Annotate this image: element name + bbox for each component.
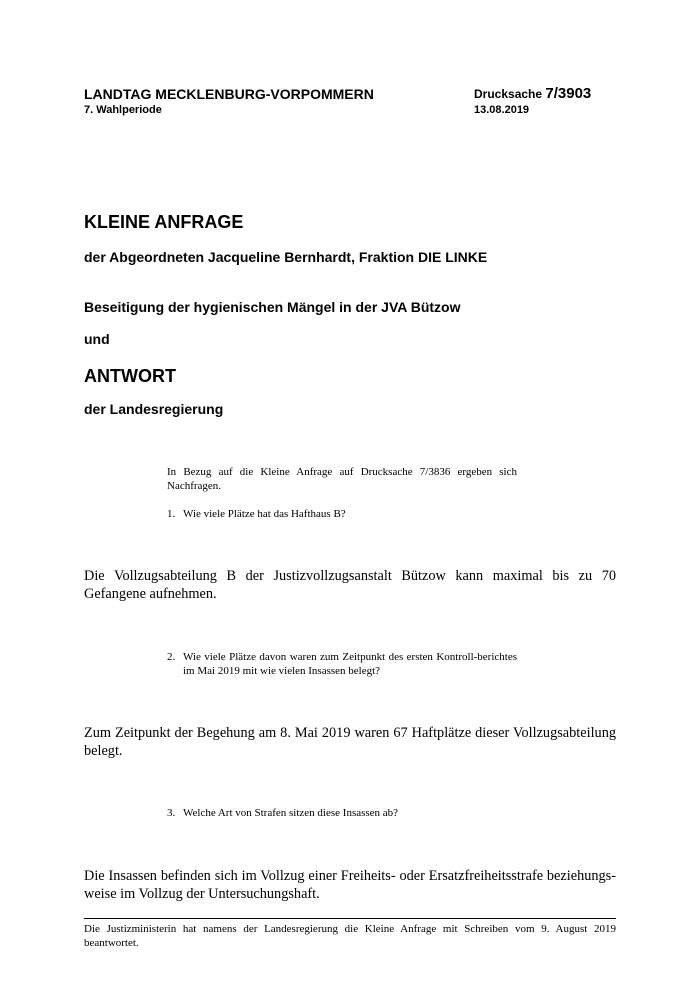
answer-1: Die Vollzugsabteilung B der Justizvollzugsanstalt Bützow kann maximal bis zu 70 Gefangene aufnehmen. — [84, 568, 616, 602]
answer-3: Die Insassen befinden sich im Vollzug einer Freiheits- oder Ersatzfreiheitsstrafe beziehungs-weise im Vollzug der Untersuchungshaft. — [84, 868, 616, 902]
question-number: 3. — [167, 807, 176, 819]
answer-type: ANTWORT — [84, 366, 176, 386]
and-label: und — [84, 331, 110, 347]
document-number-value: 7/3903 — [545, 85, 592, 102]
question-text: Welche Art von Strafen sitzen diese Insassen ab? — [183, 807, 399, 819]
question-number: 2. — [167, 651, 176, 663]
footnote: Die Justizministerin hat namens der Landesregierung die Kleine Anfrage mit Schreiben vom 9. August 2019 beantwortet. — [84, 923, 616, 949]
document-number — [474, 85, 591, 102]
inquiry-type: KLEINE ANFRAGE — [84, 212, 244, 232]
question-text: Wie viele Plätze davon waren zum Zeitpunkt des ersten Kontroll-berichtes im Mai 2019 mit wie vielen Insassen belegt? — [183, 651, 517, 677]
footnote-divider — [84, 918, 616, 919]
inquiry-subject: Beseitigung der hygienischen Mängel in der JVA Bützow — [84, 299, 461, 315]
question-text: Wie viele Plätze hat das Hafthaus B? — [183, 508, 346, 520]
legislative-period: 7. Wahlperiode — [84, 104, 162, 116]
parliament-name: LANDTAG MECKLENBURG-VORPOMMERN — [84, 86, 374, 102]
answer-author: der Landesregierung — [84, 401, 224, 417]
answer-2: Zum Zeitpunkt der Begehung am 8. Mai 2019 waren 67 Haftplätze dieser Vollzugsabteilung belegt. — [84, 725, 616, 759]
document-date: 13.08.2019 — [474, 104, 530, 116]
document-number-label: Drucksache — [474, 87, 543, 101]
question-number: 1. — [167, 508, 176, 520]
question-2 — [167, 650, 517, 678]
intro-text: In Bezug auf die Kleine Anfrage auf Drucksache 7/3836 ergeben sich Nachfragen. — [167, 466, 517, 492]
inquiry-author: der Abgeordneten Jacqueline Bernhardt, Fraktion DIE LINKE — [84, 249, 488, 265]
question-1 — [167, 507, 517, 521]
question-3 — [167, 806, 517, 820]
